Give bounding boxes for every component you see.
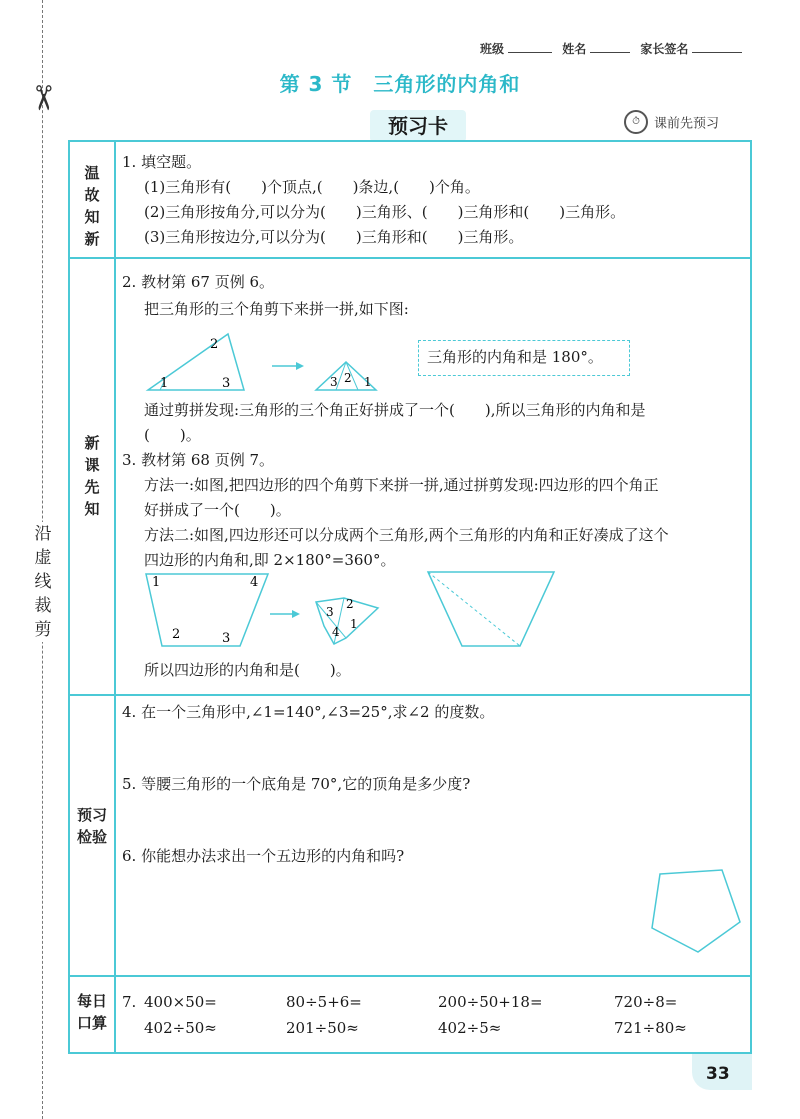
assembled-quad-label-3: 3 — [326, 605, 334, 619]
assembled-label-1: 1 — [364, 375, 372, 389]
q3-title: 3. 教材第 68 页例 7。 — [122, 451, 275, 469]
class-blank[interactable] — [508, 42, 552, 53]
q6-text: 6. 你能想办法求出一个五边形的内角和吗? — [122, 847, 405, 865]
calc-number: 7. — [122, 993, 137, 1011]
q4-answer-area[interactable] — [120, 725, 740, 769]
scissors-icon: ✂ — [22, 83, 63, 113]
calc-r1-c3[interactable]: 200÷50+18= — [438, 993, 543, 1011]
cut-instruction: 沿虚线裁剪 — [30, 522, 56, 642]
name-blank[interactable] — [590, 42, 630, 53]
tri-label-3: 3 — [222, 376, 231, 391]
label-column-divider — [114, 140, 116, 1054]
preview-tag — [624, 112, 719, 136]
q1-item-2[interactable]: (2)三角形按角分,可以分为( )三角形、( )三角形和( )三角形。 — [144, 203, 626, 221]
assembled-label-2: 2 — [344, 371, 352, 385]
quad-diagonal — [428, 572, 520, 646]
method1-line1: 方法一:如图,把四边形的四个角剪下来拼一拼,通过拼剪发现:四边形的四个角正 — [144, 476, 659, 494]
quad-label-4: 4 — [250, 575, 259, 590]
calc-r1-c2[interactable]: 80÷5+6= — [286, 993, 362, 1011]
label-new-lesson — [70, 432, 114, 520]
quad-label-1: 1 — [152, 575, 161, 590]
label-check-text: 预习检验 — [76, 806, 107, 846]
calc-r2-c4[interactable]: 721÷80≈ — [614, 1019, 687, 1037]
q2-finding[interactable]: 通过剪拼发现:三角形的三个角正好拼成了一个( ),所以三角形的内角和是 — [144, 401, 646, 419]
quadrilateral-diagrams — [140, 570, 570, 656]
quad-label-3: 3 — [222, 631, 231, 646]
assembled-quad-label-4: 4 — [332, 625, 340, 639]
arrow-head-icon — [296, 362, 304, 370]
parent-signature-blank[interactable] — [692, 42, 742, 53]
divider-check — [68, 975, 752, 977]
label-review — [70, 162, 114, 250]
page-number: 33 — [706, 1064, 730, 1084]
q1-item-1[interactable]: (1)三角形有( )个顶点,( )条边,( )个角。 — [144, 178, 480, 196]
triangle-sum-box: 三角形的内角和是 180°。 — [418, 340, 630, 376]
label-new-lesson-text: 新课先知 — [84, 434, 100, 518]
q3-conclusion[interactable]: 所以四边形的内角和是( )。 — [144, 661, 351, 679]
divider-new-lesson — [68, 694, 752, 696]
class-label: 班级 — [480, 42, 505, 56]
parent-signature-label: 家长签名 — [640, 42, 689, 56]
divider-review — [68, 257, 752, 259]
method2-line1: 方法二:如图,四边形还可以分成两个三角形,两个三角形的内角和正好凑成了这个 — [144, 526, 669, 544]
preview-tag-label: 课前先预习 — [654, 116, 720, 132]
q2-title: 2. 教材第 67 页例 6。 — [122, 273, 275, 291]
quad-label-2: 2 — [172, 627, 181, 642]
tri-label-2: 2 — [210, 337, 219, 352]
q5-answer-area[interactable] — [120, 797, 740, 841]
calc-r1-c1[interactable]: 400×50= — [144, 993, 217, 1011]
q2-finding-cont[interactable]: ( )。 — [144, 426, 201, 444]
pentagon-shape — [652, 870, 740, 952]
split-quadrilateral-shape — [428, 572, 554, 646]
triangle-cut-diagram — [140, 326, 390, 396]
label-check — [70, 804, 114, 848]
q4-text: 4. 在一个三角形中,∠1=140°,∠3=25°,求∠2 的度数。 — [122, 703, 495, 721]
calc-r2-c3[interactable]: 402÷5≈ — [438, 1019, 502, 1037]
alarm-clock-icon: ⏱ — [624, 110, 648, 134]
tri-label-1: 1 — [160, 376, 169, 391]
calc-r2-c2[interactable]: 201÷50≈ — [286, 1019, 359, 1037]
section-title: 第 3 节 三角形的内角和 — [279, 72, 521, 96]
quad-arrow-head-icon — [292, 610, 300, 618]
calc-r1-c4[interactable]: 720÷8= — [614, 993, 678, 1011]
assembled-label-3: 3 — [330, 375, 338, 389]
name-label: 姓名 — [562, 42, 587, 56]
student-info-line — [480, 40, 748, 57]
calc-r2-c1[interactable]: 402÷50≈ — [144, 1019, 217, 1037]
card-title: 预习卡 — [370, 110, 466, 142]
assembled-quad-label-1: 1 — [350, 617, 358, 631]
label-daily-calc-text: 每日口算 — [76, 992, 107, 1032]
q6-answer-area[interactable] — [120, 869, 640, 969]
label-daily-calc — [70, 990, 114, 1034]
assembled-quad-label-2: 2 — [346, 597, 354, 611]
q5-text: 5. 等腰三角形的一个底角是 70°,它的顶角是多少度? — [122, 775, 471, 793]
q1-title: 1. 填空题。 — [122, 153, 202, 171]
method2-line2: 四边形的内角和,即 2×180°=360°。 — [144, 551, 396, 569]
method1-line2[interactable]: 好拼成了一个( )。 — [144, 501, 291, 519]
q2-instruction: 把三角形的三个角剪下来拼一拼,如下图: — [144, 300, 409, 318]
label-review-text: 温故知新 — [84, 164, 100, 248]
pentagon-figure — [648, 864, 744, 956]
q1-item-3[interactable]: (3)三角形按边分,可以分为( )三角形和( )三角形。 — [144, 228, 524, 246]
